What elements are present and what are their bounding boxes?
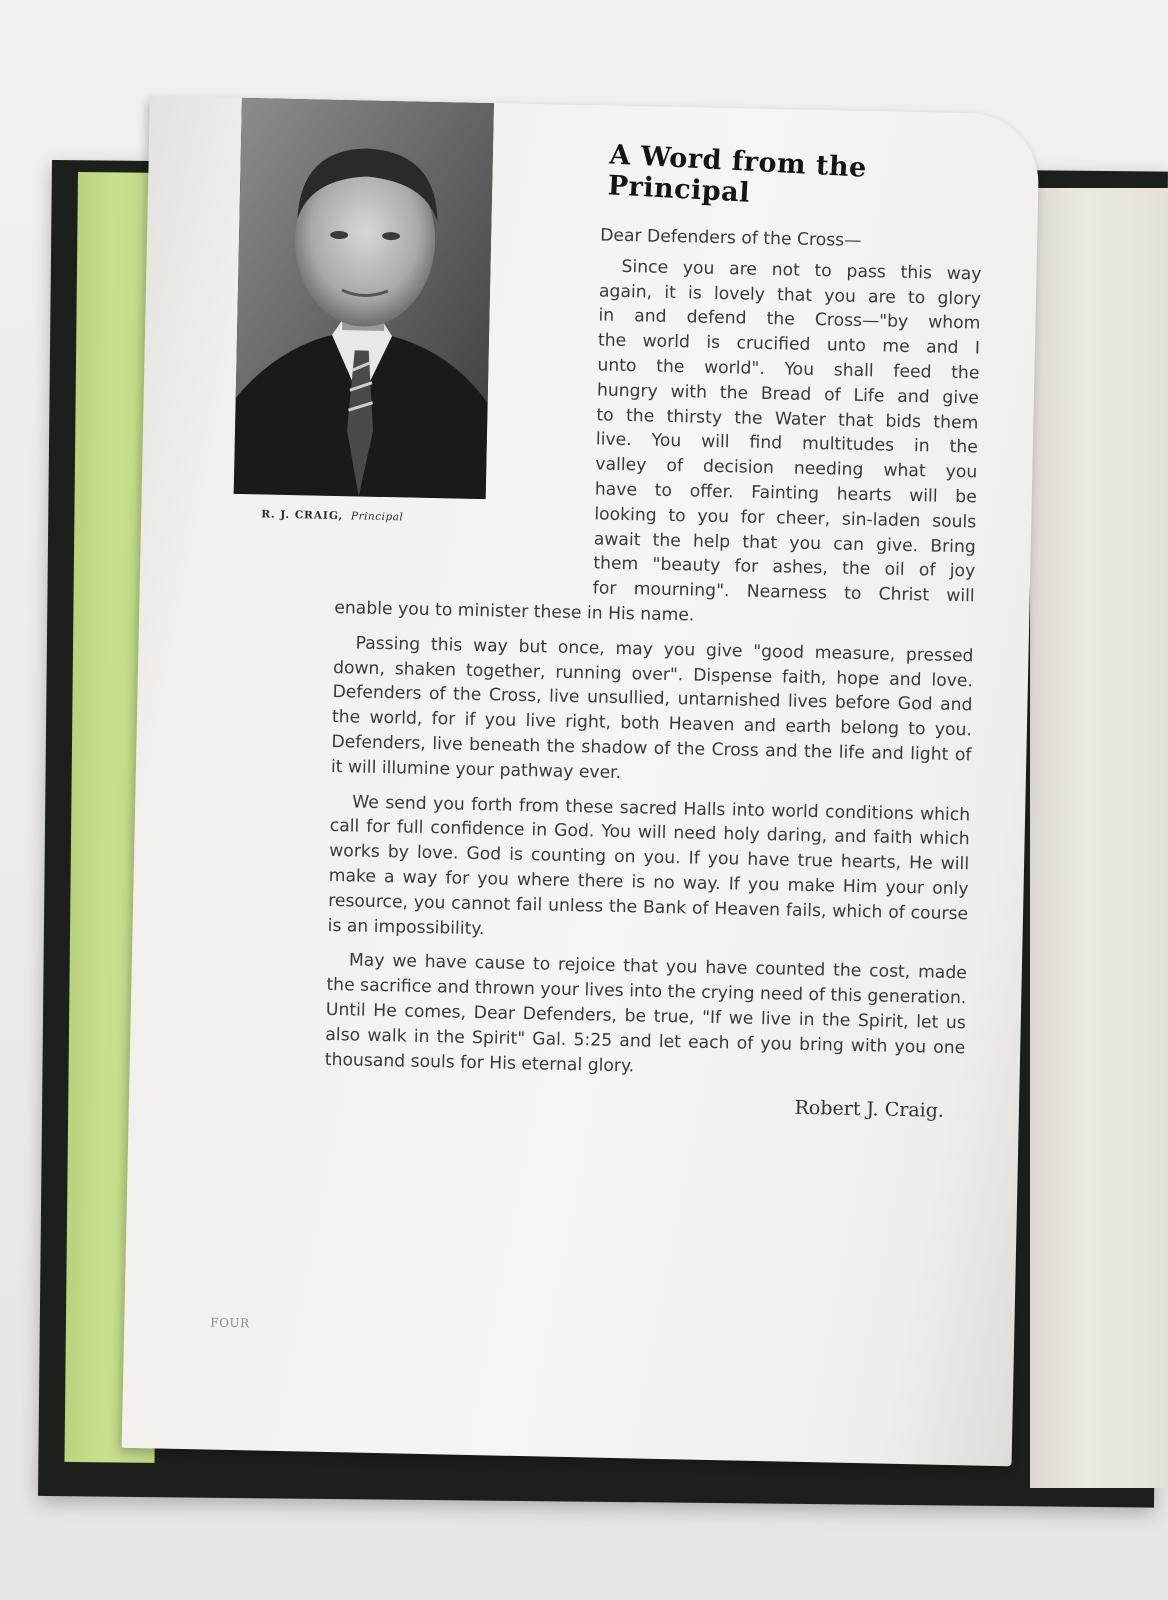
paragraph-line: to the thirsty the Water that bids them — [596, 404, 979, 433]
salutation: Dear Defenders of the Cross— — [599, 225, 862, 251]
paragraph-line: looking to you for cheer, sin-laden souls — [594, 504, 977, 533]
signature: Robert J. Craig. — [794, 1097, 945, 1123]
paragraph-3: We send you forth from these sacred Halls into world conditions which call for full confidence in God. You will need holy daring, and faith which works by love. God is counting on you. If you have true hearts, He will make a way for you where there is no way. If you make Him your only resource, you cannot fail unless the Bank of Heaven fails, which of course is an impossibility. — [327, 791, 971, 939]
yearbook-page — [122, 96, 1040, 1466]
paragraph-line: for mourning". Nearness to Christ will — [592, 578, 975, 607]
paragraph-line: unto the world". You shall feed the — [597, 355, 980, 384]
caption-role: Principal — [350, 510, 404, 524]
page-title: A Word from the Principal — [607, 139, 868, 209]
letter-body — [324, 218, 983, 1124]
paragraph-4: May we have cause to rejoice that you have counted the cost, made the sacrifice and thrown your lives into the crying need of this generation. Until He comes, Dear Defenders, be true, "If we live in the Spirit, let us also walk in the Spirit" Gal. 5:25 and let each of you bring with you one thousand souls for His eternal glory. — [324, 950, 968, 1076]
page-number: FOUR — [210, 1315, 250, 1331]
paragraph-1 — [334, 249, 982, 634]
paragraph-line: hungry with the Bread of Life and give — [596, 380, 980, 409]
paragraph-2: Passing this way but once, may you give "good measure, pressed down, shaken together, running over". Dispense faith, hope and love. Defenders of the Cross, live unsullied, untarnished lives before God and the world, for if you live right, both Heaven and earth belong to you. Defenders, live beneath the shadow of the Cross and the life and light of it will illumine your pathway ever. — [330, 633, 974, 783]
paragraph-line: the world is crucified unto me and I — [597, 330, 981, 359]
paragraph-line: await the help that you can give. Bring — [593, 528, 976, 557]
paragraph-line: them "beauty for ashes, the oil of joy — [593, 553, 976, 582]
paragraph-line: enable you to minister these in His name. — [334, 597, 695, 626]
paragraph-line: Since you are not to pass this way — [621, 256, 982, 285]
next-page-edge — [1030, 188, 1168, 1488]
caption-name: R. J. CRAIG, — [261, 508, 344, 523]
paragraph-line: valley of decision needing what you — [595, 454, 978, 483]
paragraph-line: in and defend the Cross—"by whom — [598, 305, 981, 334]
paragraph-line: again, it is lovely that you are to glory — [598, 281, 982, 310]
paragraph-line: live. You will find multitudes in the — [595, 429, 979, 458]
paragraph-line: have to offer. Fainting hearts will be — [594, 479, 977, 508]
